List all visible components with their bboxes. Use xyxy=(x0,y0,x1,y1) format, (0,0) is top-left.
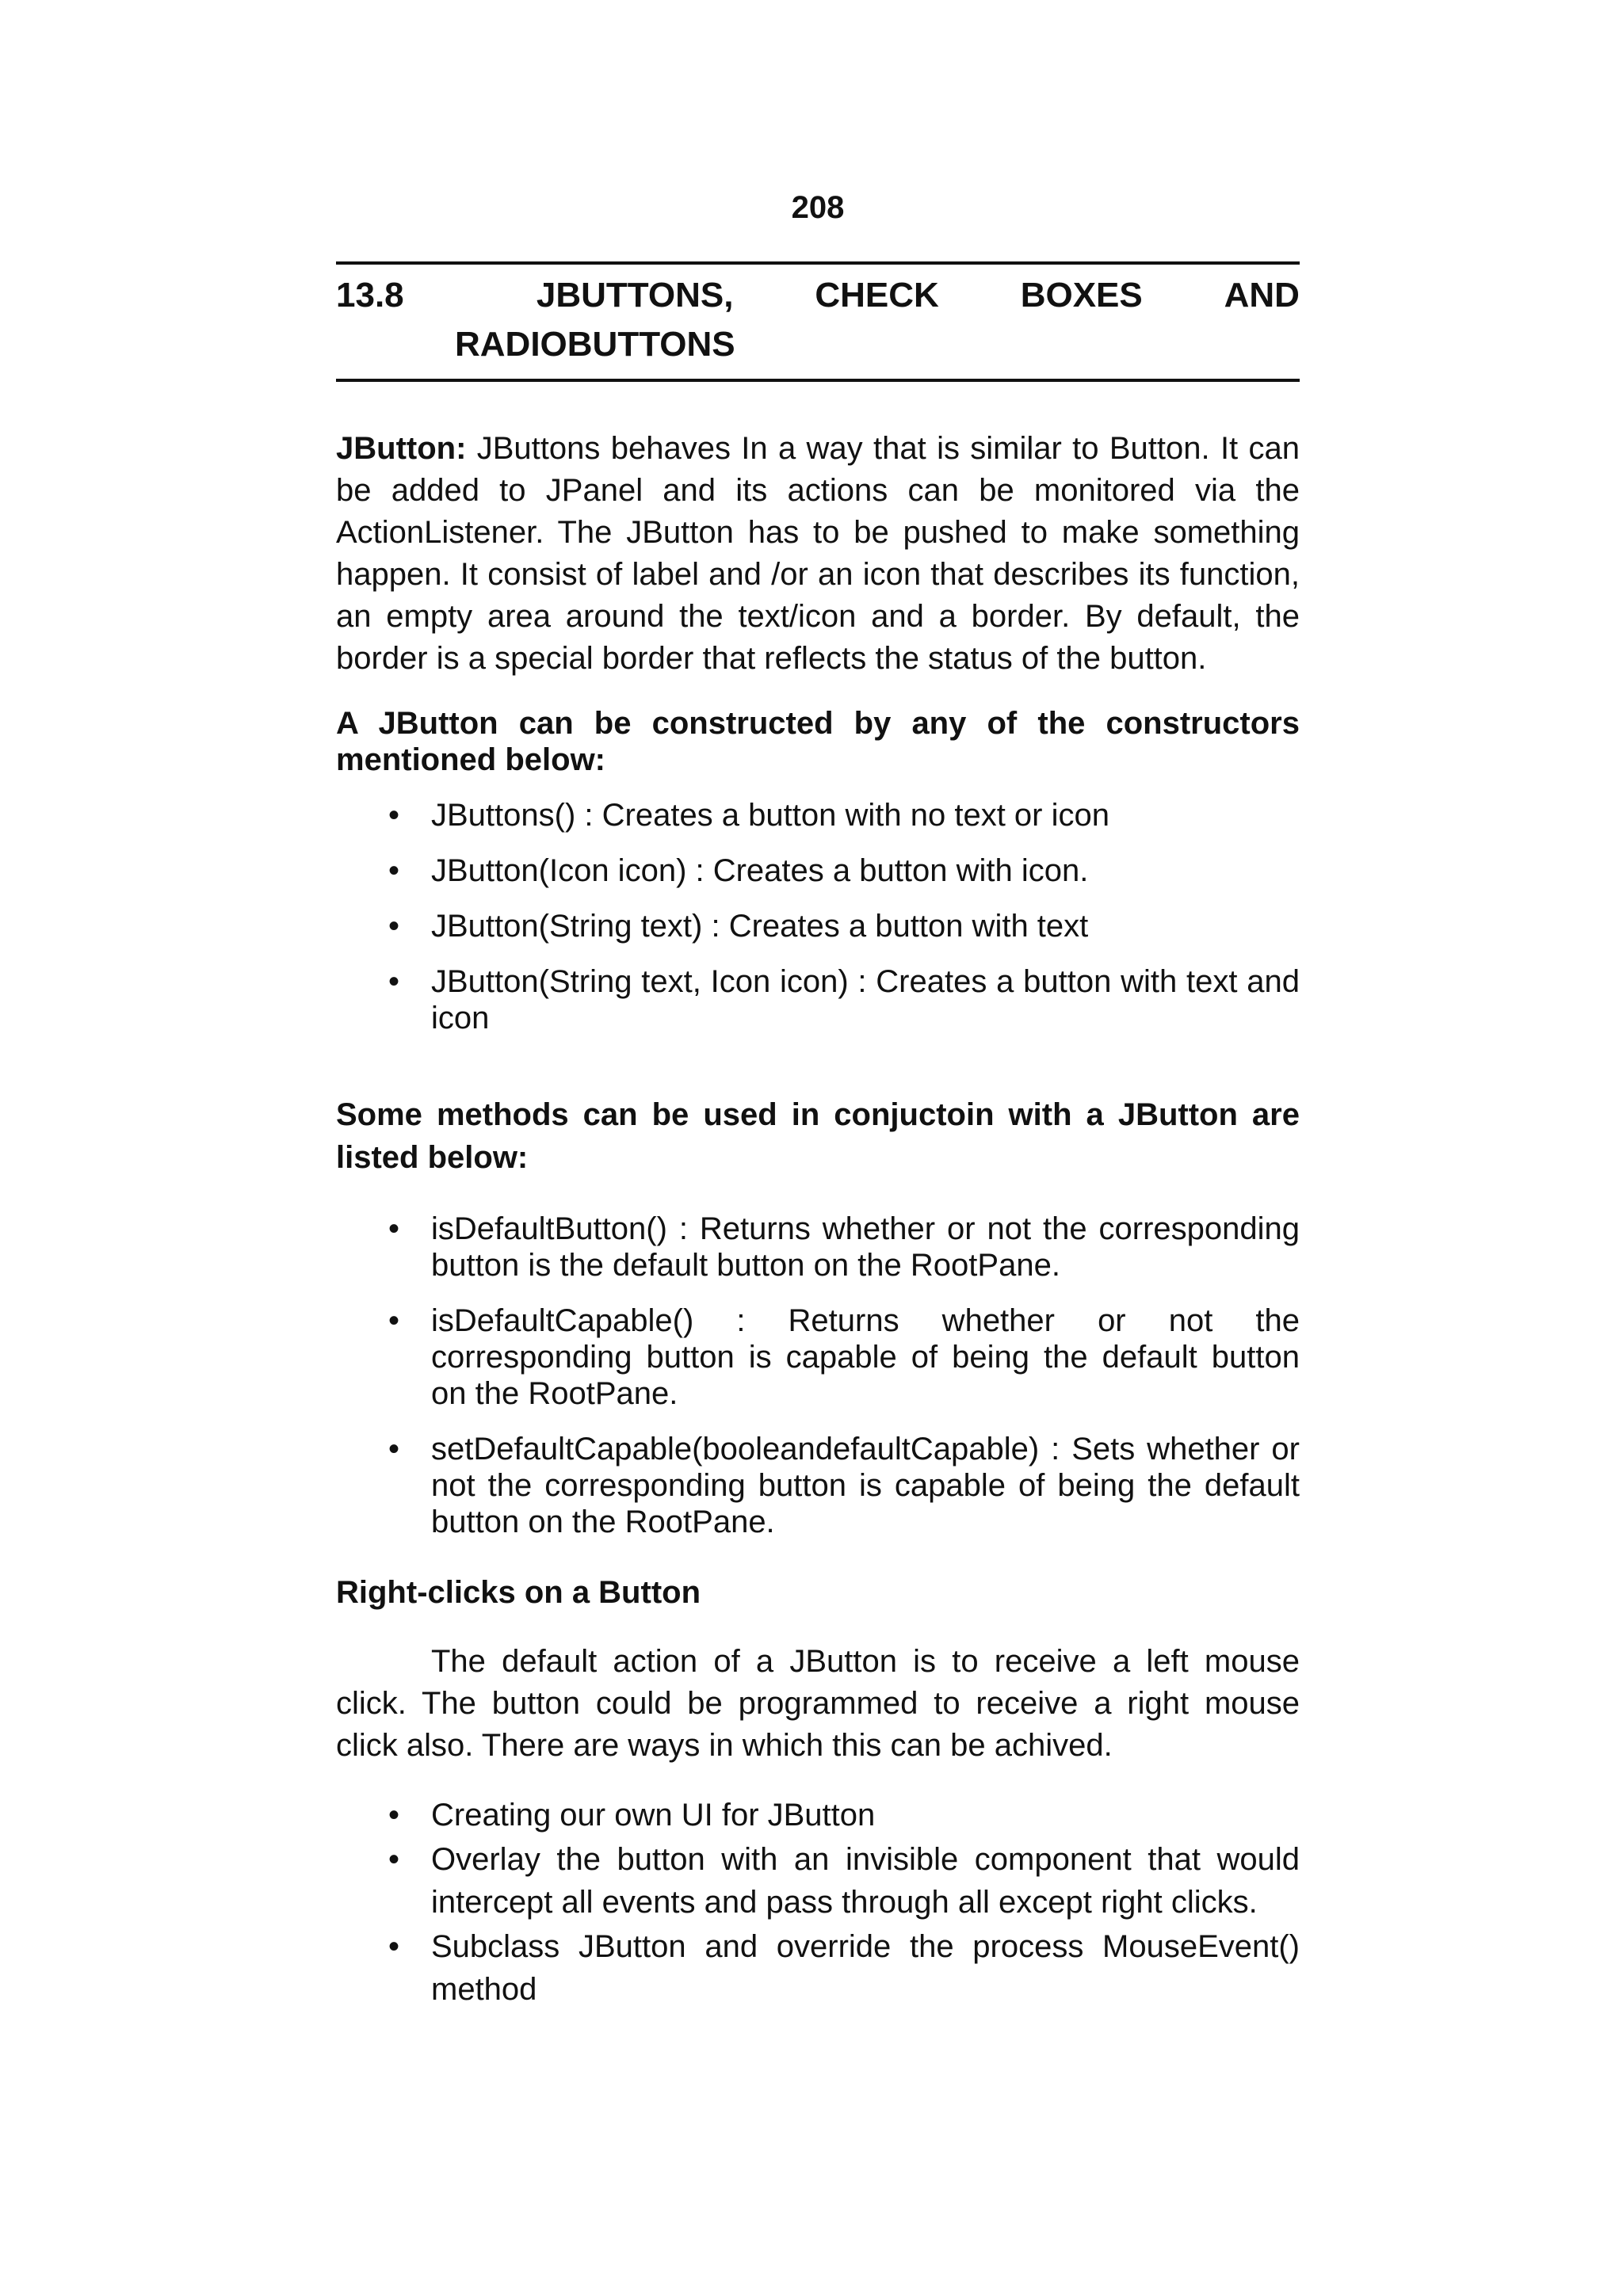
list-item-text: isDefaultCapable() : Returns whether or not the corresponding button is capable of being the default button on the RootPane. xyxy=(431,1303,1300,1411)
section-title-word: BOXES xyxy=(1020,276,1143,315)
list-item xyxy=(336,1302,1300,1412)
list-item xyxy=(336,1794,1300,1836)
section-title-word: JBUTTONS, xyxy=(536,276,734,315)
list-item-text: Subclass JButton and override the process MouseEvent() method xyxy=(431,1929,1300,2007)
bullet-icon: • xyxy=(388,1798,399,1833)
constructors-heading: A JButton can be constructed by any of the constructors mentioned below: xyxy=(336,706,1300,777)
body-content xyxy=(336,428,1300,2012)
section-title-word: AND xyxy=(1224,276,1300,315)
section-title-line-2: RADIOBUTTONS xyxy=(455,325,735,364)
bullet-icon: • xyxy=(388,1842,399,1877)
constructors-list xyxy=(336,797,1300,1036)
list-item-text: JButton(String text, Icon icon) : Creates a button with text and icon xyxy=(431,964,1300,1035)
section-title-word: CHECK xyxy=(815,276,939,315)
list-item-text: Creating our own UI for JButton xyxy=(431,1798,876,1833)
list-item-text: JButton(String text) : Creates a button with text xyxy=(431,909,1089,944)
list-item xyxy=(336,797,1300,833)
page-number: 208 xyxy=(791,190,845,225)
list-item xyxy=(336,908,1300,944)
right-clicks-heading: Right-clicks on a Button xyxy=(336,1575,701,1610)
ways-list xyxy=(336,1794,1300,2011)
list-item xyxy=(336,963,1300,1036)
list-item-text: setDefaultCapable(booleandefaultCapable) : Sets whether or not the corresponding button is capable of being the default button on the RootPane. xyxy=(431,1432,1300,1539)
section-heading xyxy=(336,261,1300,382)
list-item xyxy=(336,1431,1300,1540)
right-clicks-paragraph: The default action of a JButton is to receive a left mouse click. The button could be programmed to receive a right mouse click also. There are ways in which this can be achived. xyxy=(336,1644,1300,1763)
bullet-icon: • xyxy=(388,1211,399,1246)
list-item-text: JButton(Icon icon) : Creates a button with icon. xyxy=(431,853,1089,888)
bullet-icon: • xyxy=(388,964,399,999)
list-item-text: JButtons() : Creates a button with no text or icon xyxy=(431,798,1109,833)
jbutton-lead-term: JButton: xyxy=(336,431,467,466)
list-item xyxy=(336,1838,1300,1924)
list-item xyxy=(336,1925,1300,2011)
bullet-icon: • xyxy=(388,798,399,833)
list-item-text: Overlay the button with an invisible component that would intercept all events and pass through all except right clicks. xyxy=(431,1842,1300,1920)
section-heading-line-1 xyxy=(336,271,1300,320)
list-item xyxy=(336,852,1300,889)
methods-list xyxy=(336,1211,1300,1540)
bullet-icon: • xyxy=(388,853,399,888)
bullet-icon: • xyxy=(388,1303,399,1338)
bullet-icon: • xyxy=(388,1432,399,1466)
methods-heading: Some methods can be used in conjuctoin with a JButton are listed below: xyxy=(336,1097,1300,1175)
jbutton-intro-text: JButtons behaves In a way that is similar to Button. It can be added to JPanel and its actions can be monitored via the ActionListener. The JButton has to be pushed to make something happen. It consist of label and /or an icon that describes its function, an empty area around the text/icon and a border. By default, the border is a special border that reflects the status of the button. xyxy=(336,431,1300,676)
bullet-icon: • xyxy=(388,1929,399,1964)
list-item xyxy=(336,1211,1300,1283)
section-number: 13.8 xyxy=(336,276,404,315)
bullet-icon: • xyxy=(388,909,399,944)
list-item-text: isDefaultButton() : Returns whether or not the corresponding button is the default button on the RootPane. xyxy=(431,1211,1300,1283)
jbutton-intro-paragraph xyxy=(336,428,1300,680)
